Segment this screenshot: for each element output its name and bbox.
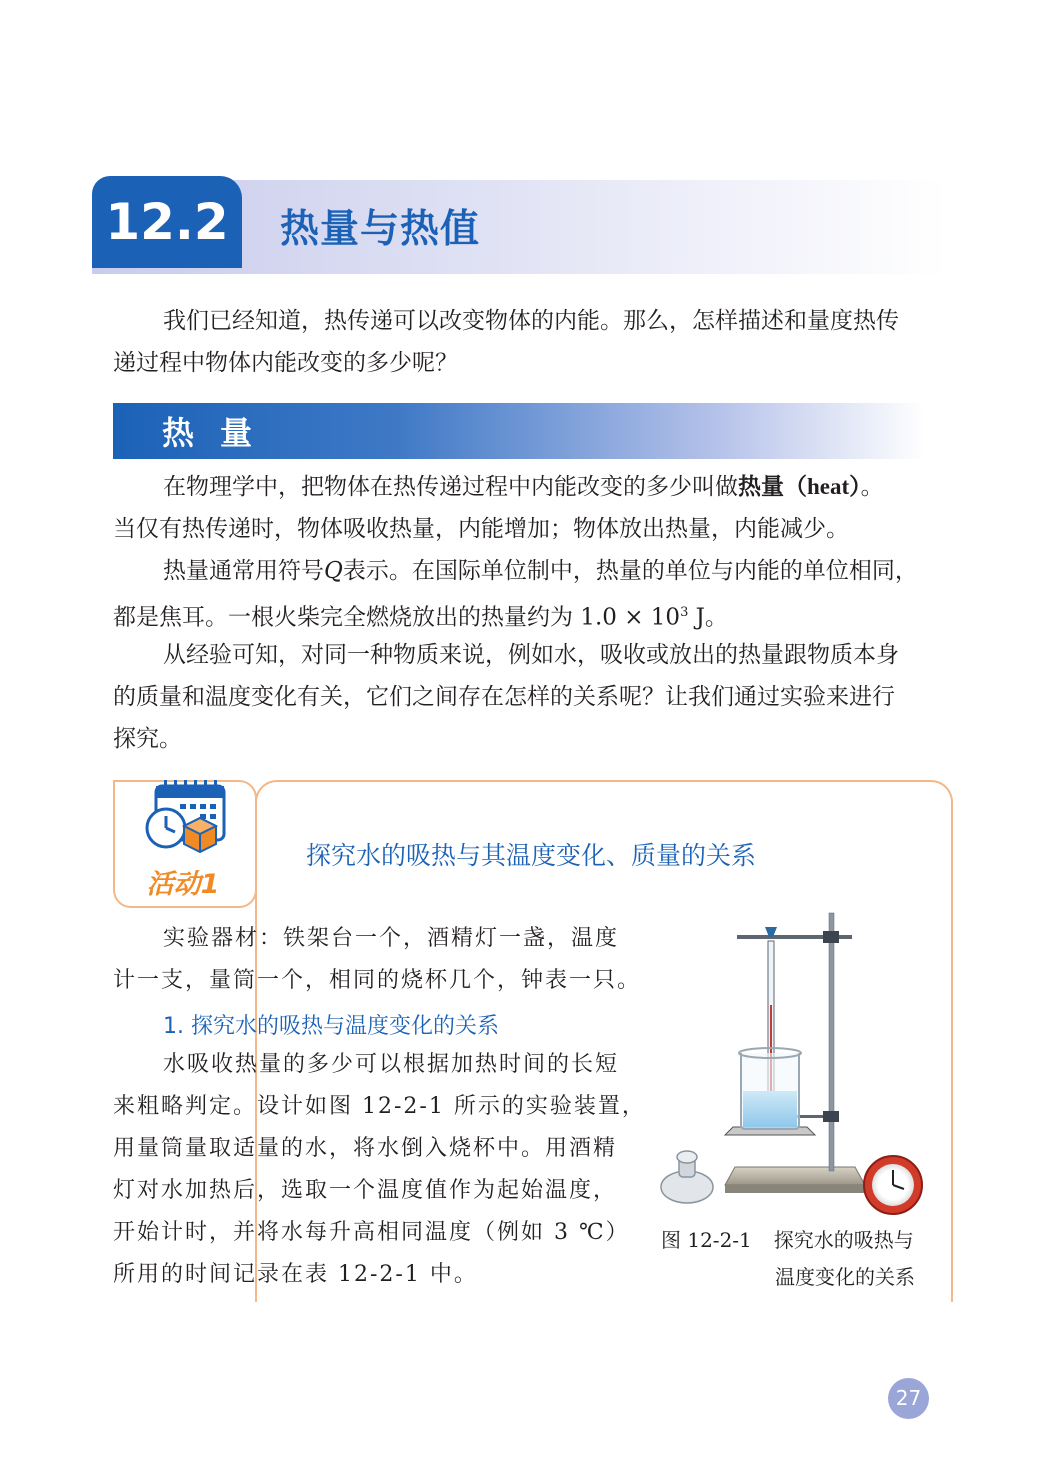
heat-subheader-title: 热量: [162, 414, 279, 452]
body-line-6: 所用的时间记录在表 12-2-1 中。: [113, 1262, 478, 1287]
heat-p2-line-2: [113, 592, 728, 639]
body-line-3: 用量筒量取适量的水，将水倒入烧杯中。用酒精: [113, 1136, 618, 1161]
heat-term: 热量: [738, 473, 784, 500]
body-line-4: 灯对水加热后，选取一个温度值作为起始温度，: [113, 1178, 618, 1203]
heat-p3-line-3: 探究。: [113, 726, 182, 752]
heat-p3-line-2: 的质量和温度变化有关，它们之间存在怎样的关系呢？让我们通过实验来进行: [113, 684, 895, 710]
page-number: 27: [888, 1378, 929, 1419]
heat-p1-line-2: 当仅有热传递时，物体吸收热量，内能增加；物体放出热量，内能减少。: [113, 516, 849, 542]
figure-caption-text-1: 探究水的吸热与: [773, 1228, 914, 1252]
intro-line-1: 我们已经知道，热传递可以改变物体的内能。那么，怎样描述和量度热传: [163, 308, 899, 334]
materials-line-2: 计一支，量筒一个，相同的烧杯几个，钟表一只。: [113, 968, 642, 993]
figure-caption-line-1: [661, 1222, 914, 1259]
heat-p2-text-b: 表示。在国际单位制中，热量的单位与内能的单位相同，: [342, 558, 918, 584]
heat-p3-line-1: 从经验可知，对同一种物质来说，例如水，吸收或放出的热量跟物质本身: [163, 642, 899, 668]
body-line-2: 来粗略判定。设计如图 12-2-1 所示的实验装置，: [113, 1094, 646, 1119]
heat-p1-text: 在物理学中，把物体在热传递过程中内能改变的多少叫做: [163, 474, 738, 500]
body-line-1: 水吸收热量的多少可以根据加热时间的长短: [163, 1052, 620, 1077]
intro-line-2: 递过程中物体内能改变的多少呢？: [113, 350, 458, 376]
heat-p1-end: 。: [860, 474, 884, 500]
section-title: 热量与热值: [280, 207, 481, 252]
figure-caption-line-2: 温度变化的关系: [775, 1265, 915, 1289]
materials-line-1: 实验器材：铁架台一个，酒精灯一盏，温度: [163, 926, 620, 951]
activity-label: 活动1: [146, 869, 220, 900]
heat-p2-text-c: 都是焦耳。一根火柴完全燃烧放出的热量约为 1.0 × 10: [113, 604, 681, 631]
heat-p2-text-a: 热量通常用符号: [163, 558, 324, 584]
heat-exponent: 3: [680, 605, 689, 620]
body-line-5: 开始计时，并将水每升高相同温度（例如 3 ℃）: [113, 1220, 630, 1245]
experiment-apparatus-figure: [655, 905, 935, 1215]
heat-p2-text-d: J。: [688, 604, 728, 631]
heat-p1-line-1: [163, 466, 884, 508]
section-number: 12.2: [105, 193, 229, 251]
figure-number: 图 12-2-1: [661, 1228, 752, 1252]
heat-p2-line-1: [163, 550, 918, 592]
activity-subheading: 1. 探究水的吸热与温度变化的关系: [163, 1014, 499, 1039]
calendar-clock-cube-icon: [140, 778, 230, 862]
activity-title: 探究水的吸热与其温度变化、质量的关系: [306, 841, 757, 870]
heat-term-en: （heat）: [784, 474, 861, 499]
heat-symbol: Q: [324, 558, 343, 584]
